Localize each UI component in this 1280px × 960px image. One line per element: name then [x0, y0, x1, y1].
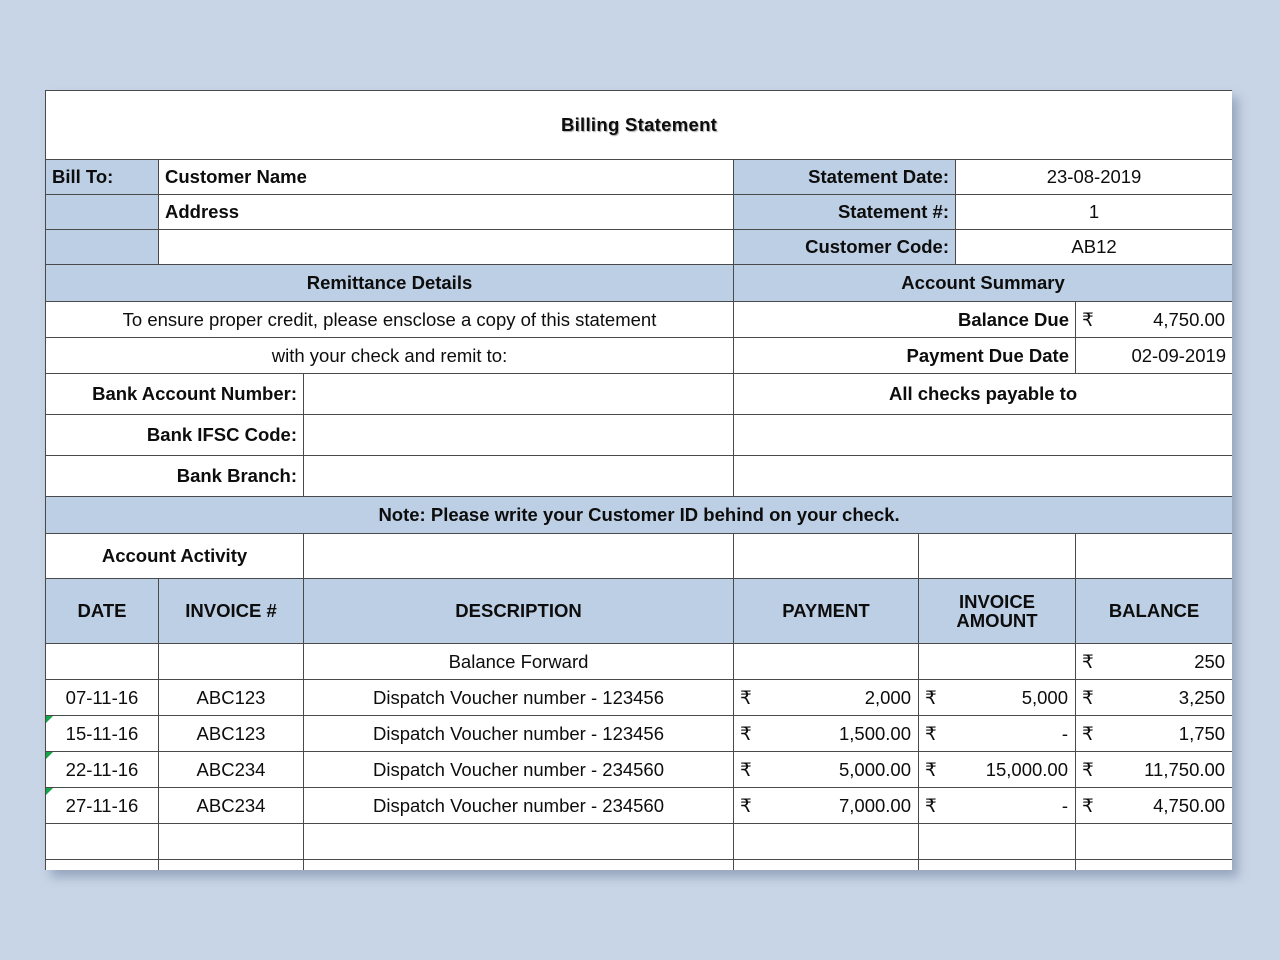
- cell-payment[interactable]: [734, 716, 919, 752]
- bill-to-spacer-2: [46, 230, 159, 265]
- account-activity-label-row: [46, 534, 1233, 579]
- statement-date-label: Statement Date:: [734, 160, 956, 195]
- cell-date[interactable]: [46, 824, 159, 860]
- cell-payment[interactable]: [734, 680, 919, 716]
- remittance-line-1: To ensure proper credit, please ensclose a copy of this statement: [46, 302, 734, 338]
- note-text: Note: Please write your Customer ID behind on your check.: [46, 497, 1233, 534]
- cell-payment[interactable]: [734, 644, 919, 680]
- cell-balance-amount: 250: [1194, 650, 1226, 672]
- column-header-invoice: INVOICE #: [159, 579, 304, 644]
- table-row: [46, 752, 1233, 788]
- cell-invoice-amount-amount: -: [1061, 722, 1068, 744]
- customer-extra-value[interactable]: [159, 230, 734, 265]
- activity-spacer-payment: [734, 534, 919, 579]
- checks-payable-label: All checks payable to: [734, 374, 1233, 415]
- page-title: Billing Statement: [46, 91, 1233, 160]
- bill-to-spacer-1: [46, 195, 159, 230]
- account-activity-label: Account Activity: [46, 534, 304, 579]
- cell-error-marker-icon: [46, 752, 53, 759]
- rupee-icon: ₹: [740, 686, 752, 708]
- table-row: [46, 680, 1233, 716]
- rupee-icon: ₹: [1082, 308, 1094, 330]
- cell-payment[interactable]: [734, 788, 919, 824]
- cell-invoice-amount-amount: 5,000: [1021, 686, 1068, 708]
- rupee-icon: ₹: [1082, 722, 1094, 744]
- bank-account-row: [46, 374, 1233, 415]
- cell-date[interactable]: 22-11-16: [46, 752, 159, 788]
- account-summary-heading: Account Summary: [734, 265, 1233, 302]
- table-row: [46, 716, 1233, 752]
- cell-balance[interactable]: [1076, 680, 1233, 716]
- cell-payment[interactable]: [734, 824, 919, 860]
- bill-to-row-1: [46, 160, 1233, 195]
- cell-balance-amount: 11,750.00: [1144, 758, 1226, 780]
- activity-spacer-balance: [1076, 534, 1233, 579]
- cell-invoice-amount[interactable]: [919, 788, 1076, 824]
- customer-code-value[interactable]: AB12: [956, 230, 1233, 265]
- cell-payment[interactable]: [734, 752, 919, 788]
- remittance-line-2: with your check and remit to:: [46, 338, 734, 374]
- rupee-icon: ₹: [1082, 686, 1094, 708]
- statement-date-value[interactable]: 23-08-2019: [956, 160, 1233, 195]
- activity-rows-body: [46, 644, 1233, 871]
- cell-payment-amount: 7,000.00: [838, 794, 911, 816]
- bill-to-label: Bill To:: [46, 160, 159, 195]
- cell-date[interactable]: 27-11-16: [46, 788, 159, 824]
- table-row: [46, 824, 1233, 860]
- column-header-balance: BALANCE: [1076, 579, 1233, 644]
- checks-payable-extra[interactable]: [734, 456, 1233, 497]
- remittance-line-1-row: [46, 302, 1233, 338]
- cell-invoice-amount[interactable]: [919, 716, 1076, 752]
- column-header-date: DATE: [46, 579, 159, 644]
- cell-date[interactable]: 07-11-16: [46, 680, 159, 716]
- cell-date[interactable]: [46, 644, 159, 680]
- cell-invoice-amount-amount: -: [1061, 794, 1068, 816]
- cell-invoice[interactable]: ABC234: [159, 788, 304, 824]
- table-row: [46, 644, 1233, 680]
- activity-spacer-description: [304, 534, 734, 579]
- activity-spacer-invoice-amount: [919, 534, 1076, 579]
- rupee-icon: ₹: [925, 722, 937, 744]
- cell-description[interactable]: Balance Forward: [304, 644, 734, 680]
- cell-invoice-amount[interactable]: [919, 824, 1076, 860]
- remittance-details-heading: Remittance Details: [46, 265, 734, 302]
- cell-invoice-amount-amount: 15,000.00: [985, 758, 1068, 780]
- column-header-payment: PAYMENT: [734, 579, 919, 644]
- cell-invoice-amount[interactable]: [919, 752, 1076, 788]
- customer-code-label: Customer Code:: [734, 230, 956, 265]
- remittance-line-2-row: [46, 338, 1233, 374]
- customer-address-value[interactable]: Address: [159, 195, 734, 230]
- table-row: [46, 788, 1233, 824]
- cell-error-marker-icon: [46, 788, 53, 795]
- payment-due-date-value: 02-09-2019: [1076, 338, 1233, 374]
- cell-description[interactable]: Dispatch Voucher number - 234560: [304, 752, 734, 788]
- cell-balance[interactable]: [1076, 788, 1233, 824]
- cell-balance[interactable]: [1076, 860, 1233, 871]
- bank-account-label: Bank Account Number:: [46, 374, 304, 415]
- cell-date[interactable]: [46, 860, 159, 871]
- note-row: [46, 497, 1233, 534]
- cell-invoice[interactable]: ABC123: [159, 716, 304, 752]
- rupee-icon: ₹: [740, 794, 752, 816]
- rupee-icon: ₹: [925, 794, 937, 816]
- cell-invoice[interactable]: [159, 644, 304, 680]
- rupee-icon: ₹: [925, 758, 937, 780]
- column-header-invoice-amount: [919, 579, 1076, 644]
- bank-branch-value[interactable]: [304, 456, 734, 497]
- rupee-icon: ₹: [1082, 794, 1094, 816]
- cell-invoice-amount[interactable]: [919, 860, 1076, 871]
- bill-to-row-2: [46, 195, 1233, 230]
- invoice-amount-line-2: AMOUNT: [956, 610, 1038, 631]
- cell-balance[interactable]: [1076, 752, 1233, 788]
- section-heading-row: [46, 265, 1233, 302]
- column-header-description: DESCRIPTION: [304, 579, 734, 644]
- bill-to-row-3: [46, 230, 1233, 265]
- cell-description[interactable]: [304, 860, 734, 871]
- cell-balance-amount: 4,750.00: [1153, 794, 1226, 816]
- cell-invoice[interactable]: [159, 824, 304, 860]
- cell-description[interactable]: Dispatch Voucher number - 123456: [304, 716, 734, 752]
- activity-column-header-row: [46, 579, 1233, 644]
- cell-date[interactable]: 15-11-16: [46, 716, 159, 752]
- cell-description[interactable]: Dispatch Voucher number - 123456: [304, 680, 734, 716]
- cell-error-marker-icon: [46, 716, 53, 723]
- checks-payable-value[interactable]: [734, 415, 1233, 456]
- payment-due-date-label: Payment Due Date: [734, 338, 1076, 374]
- cell-invoice[interactable]: [159, 860, 304, 871]
- statement-grid: [45, 90, 1232, 870]
- bank-ifsc-value[interactable]: [304, 415, 734, 456]
- rupee-icon: ₹: [925, 686, 937, 708]
- bank-branch-label: Bank Branch:: [46, 456, 304, 497]
- billing-statement-sheet: [45, 90, 1232, 870]
- cell-payment-amount: 5,000.00: [838, 758, 911, 780]
- rupee-icon: ₹: [740, 722, 752, 744]
- cell-description[interactable]: Dispatch Voucher number - 234560: [304, 788, 734, 824]
- table-row: [46, 860, 1233, 871]
- statement-number-value[interactable]: 1: [956, 195, 1233, 230]
- rupee-icon: ₹: [1082, 650, 1094, 672]
- cell-payment-amount: 1,500.00: [838, 722, 911, 744]
- cell-invoice[interactable]: ABC123: [159, 680, 304, 716]
- balance-due-value: [1076, 302, 1233, 338]
- balance-due-amount: 4,750.00: [1153, 308, 1226, 330]
- cell-invoice-amount[interactable]: [919, 680, 1076, 716]
- statement-number-label: Statement #:: [734, 195, 956, 230]
- bank-account-value[interactable]: [304, 374, 734, 415]
- cell-description[interactable]: [304, 824, 734, 860]
- title-row: [46, 91, 1233, 160]
- cell-payment[interactable]: [734, 860, 919, 871]
- cell-payment-amount: 2,000: [864, 686, 911, 708]
- bank-ifsc-label: Bank IFSC Code:: [46, 415, 304, 456]
- customer-name-value[interactable]: Customer Name: [159, 160, 734, 195]
- bank-ifsc-row: [46, 415, 1233, 456]
- rupee-icon: ₹: [740, 758, 752, 780]
- cell-invoice[interactable]: ABC234: [159, 752, 304, 788]
- cell-balance[interactable]: [1076, 716, 1233, 752]
- cell-balance[interactable]: [1076, 824, 1233, 860]
- balance-due-label: Balance Due: [734, 302, 1076, 338]
- bank-branch-row: [46, 456, 1233, 497]
- cell-invoice-amount[interactable]: [919, 644, 1076, 680]
- rupee-icon: ₹: [1082, 758, 1094, 780]
- cell-balance-amount: 1,750: [1178, 722, 1226, 744]
- invoice-amount-line-1: INVOICE: [958, 590, 1036, 612]
- cell-balance-amount: 3,250: [1178, 686, 1226, 708]
- cell-balance[interactable]: [1076, 644, 1233, 680]
